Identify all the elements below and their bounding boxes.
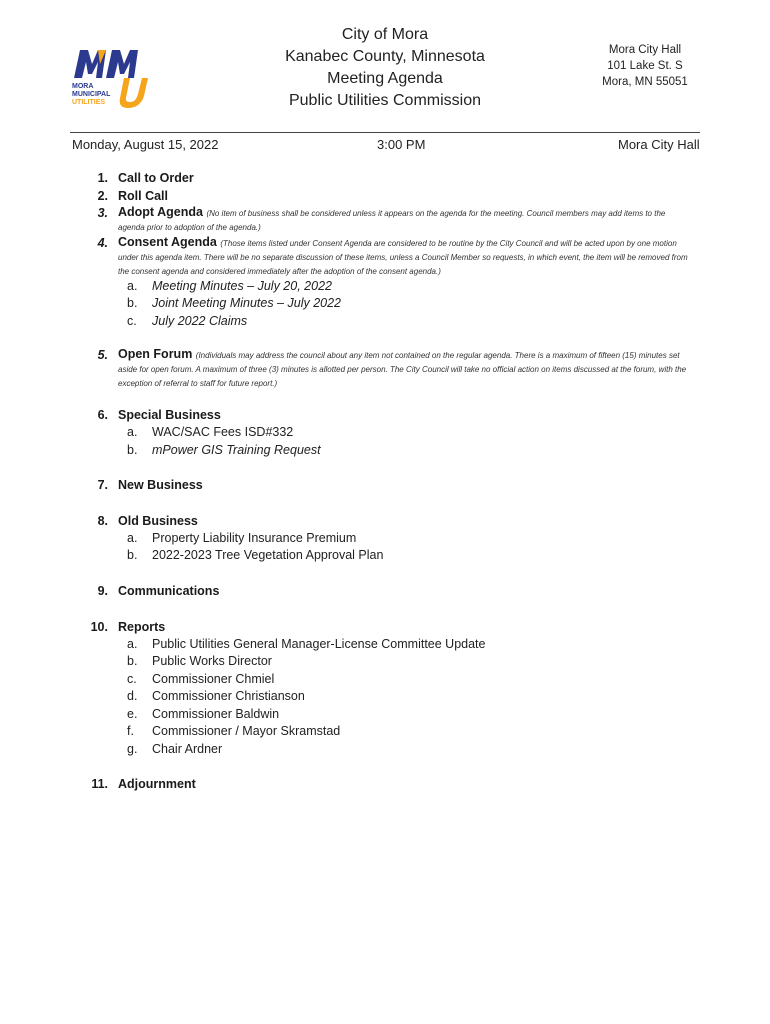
agenda-item-number: 11. xyxy=(91,777,108,791)
agenda-subitem: a. WAC/SAC Fees ISD#332 xyxy=(127,425,294,439)
address-line-3: Mora, MN 55051 xyxy=(602,76,688,88)
agenda-item-note: (Individuals may address the council about any item not contained on the regular agenda. There is a maximum of fifteen (15) minutes set aside for open forum. A maximum of three (3) minutes is allotted per person. The City Council will take no official action on items discussed at the forum, with the exception of referral to staff for future report.) xyxy=(118,351,687,388)
agenda-item-number: 8. xyxy=(97,514,108,528)
agenda-item-label: Communications xyxy=(118,584,220,598)
title-line-commission: Public Utilities Commission xyxy=(288,92,482,109)
mmu-logo-mark xyxy=(70,44,154,112)
agenda-item-label: Consent Agenda xyxy=(118,235,217,249)
meeting-date: Monday, August 15, 2022 xyxy=(72,137,219,152)
agenda-subitem: f. Commissioner / Mayor Skramstad xyxy=(127,724,341,738)
mmu-logo xyxy=(70,44,154,112)
agenda-subitem: d. Commissioner Christianson xyxy=(127,689,305,703)
header-divider xyxy=(70,132,700,133)
title-line-meeting-agenda: Meeting Agenda xyxy=(327,70,443,87)
agenda-subitem: g. Chair Ardner xyxy=(127,742,223,756)
address-block xyxy=(585,42,705,90)
agenda-subitem: c. Commissioner Chmiel xyxy=(127,672,275,686)
document-title xyxy=(220,24,550,112)
agenda-item-number: 3. xyxy=(97,206,108,220)
agenda-subitem: b. mPower GIS Training Request xyxy=(127,443,321,457)
address-line-2: 101 Lake St. S xyxy=(607,60,683,72)
agenda-subitem: b. 2022-2023 Tree Vegetation Approval Plan xyxy=(127,548,384,562)
agenda-item-label: Open Forum xyxy=(118,347,193,361)
agenda-item-label: Old Business xyxy=(118,514,198,528)
title-line-city: City of Mora xyxy=(341,26,429,43)
agenda-item-note: (Those items listed under Consent Agenda are considered to be routine by the City Council and will be acted upon by one motion under this agenda item. There will be no separate discussion of these items, unless a Council Member so requests, in which event, the item will be removed from the consent agenda and considered immediately after the adoption of the consent agenda.) xyxy=(118,239,688,276)
agenda-item-number: 10. xyxy=(90,620,108,634)
agenda-subitem: a. Meeting Minutes – July 20, 2022 xyxy=(127,279,332,293)
agenda-item-label: New Business xyxy=(118,478,203,492)
agenda-subitem: b. Joint Meeting Minutes – July 2022 xyxy=(127,296,341,310)
agenda-item-label: Call to Order xyxy=(118,171,194,185)
agenda-subitem: e. Commissioner Baldwin xyxy=(127,707,280,721)
agenda-subitem: a. Public Utilities General Manager-License Committee Update xyxy=(127,637,486,651)
agenda-item-number: 6. xyxy=(97,408,108,422)
agenda-item-number: 1. xyxy=(97,171,108,185)
agenda-item-number: 2. xyxy=(97,189,108,203)
agenda-subitem: c. July 2022 Claims xyxy=(127,314,248,328)
agenda-subitem: a. Property Liability Insurance Premium xyxy=(127,531,357,545)
agenda-item-number: 7. xyxy=(97,478,108,492)
agenda-item-number: 4. xyxy=(97,236,108,250)
meeting-time: 3:00 PM xyxy=(377,137,426,152)
logo-text-mora: MORA xyxy=(72,83,94,90)
agenda-item-label: Adjournment xyxy=(118,777,196,791)
agenda-item-label: Special Business xyxy=(118,408,221,422)
agenda-item-number: 5. xyxy=(97,348,108,362)
agenda-item-note: (No item of business shall be considered unless it appears on the agenda for the meeting. Council members may add items to the agenda prior to adoption of the agenda.) xyxy=(118,209,666,232)
address-line-1: Mora City Hall xyxy=(608,44,682,56)
agenda-item-label: Roll Call xyxy=(118,189,169,203)
agenda-item-label: Adopt Agenda xyxy=(118,205,203,219)
meeting-location: Mora City Hall xyxy=(618,137,700,152)
logo-text-utilities: UTILITIES xyxy=(72,99,106,106)
agenda-subitem: b. Public Works Director xyxy=(127,654,272,668)
agenda-item-label: Reports xyxy=(118,620,166,634)
agenda-item-number: 9. xyxy=(97,584,108,598)
title-line-county: Kanabec County, Minnesota xyxy=(285,48,485,65)
logo-text-municipal: MUNICIPAL xyxy=(72,91,111,98)
